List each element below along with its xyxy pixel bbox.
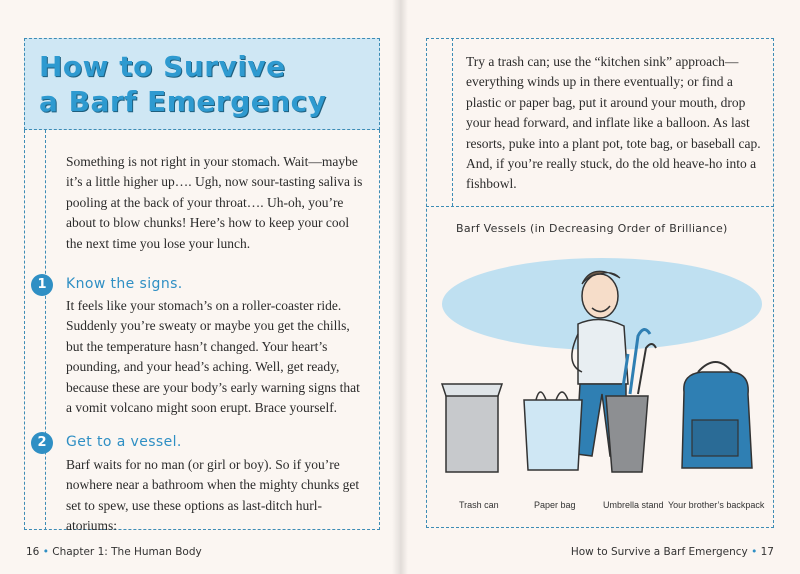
chapter-title: Chapter 1: The Human Body	[52, 546, 202, 558]
barf-vessels-illustration	[432, 244, 770, 494]
title-box	[24, 38, 380, 130]
title-line-2: a Barf Emergency	[39, 85, 327, 118]
step-2-badge: 2	[31, 432, 53, 454]
right-footer	[571, 546, 774, 558]
caption-backpack: Your brother’s backpack	[668, 500, 765, 510]
title-line-1: How to Survive	[39, 50, 286, 83]
intro-paragraph: Something is not right in your stomach. Wait—maybe it’s a little higher up…. Ugh, now sour-tasting saliva is pooling at the back of your throat…. Uh-oh, you’re about to blow chunks! Here’s how to keep your cool the next time you lose your lunch.	[66, 154, 363, 251]
trash-can-drawing	[442, 384, 502, 472]
paper-bag-drawing	[524, 392, 582, 470]
step-1-badge: 1	[31, 274, 53, 296]
illustration-title: Barf Vessels (in Decreasing Order of Brilliance)	[456, 222, 728, 235]
right-margin-divider	[452, 38, 453, 206]
step-2-text: Barf waits for no man (or girl or boy). So if you’re nowhere near a bathroom when the mighty chunks get set to spew, use these options as last-ditch hurl-atoriums:	[66, 457, 360, 534]
step-2-title: Get to a vessel.	[66, 434, 182, 450]
section-divider	[426, 206, 774, 207]
caption-umbrella-stand: Umbrella stand	[603, 500, 664, 510]
book-gutter	[392, 0, 408, 574]
caption-trash-can: Trash can	[459, 500, 499, 510]
footer-bullet: •	[751, 546, 758, 558]
right-paragraph: Try a trash can; use the “kitchen sink” approach—everything winds up in there eventually; or find a plastic or paper bag, put it around your mouth, drop your head forward, and inflate like a balloon. As last resorts, puke into a plant pot, tote bag, or baseball cap. And, if you’re really stuck, do the old heave-ho into a fishbowl.	[466, 54, 761, 192]
margin-divider	[45, 130, 46, 530]
left-footer	[26, 546, 202, 558]
left-page-number: 16	[26, 546, 40, 558]
page-title	[39, 49, 327, 119]
step-1-title: Know the signs.	[66, 276, 183, 292]
backpack-drawing	[682, 362, 752, 468]
step-1-text: It feels like your stomach’s on a roller-coaster ride. Suddenly you’re sweaty or maybe you get the chills, but the temperature hasn’t changed. Your heart’s pounding, and your head’s aching. Well, get ready, because these are your body’s early warning signs that a vomit volcano might soon erupt. Brace yourself.	[66, 298, 360, 416]
running-title: How to Survive a Barf Emergency	[570, 546, 748, 558]
footer-bullet: •	[42, 546, 49, 558]
caption-paper-bag: Paper bag	[534, 500, 576, 510]
right-page-number: 17	[760, 546, 774, 558]
